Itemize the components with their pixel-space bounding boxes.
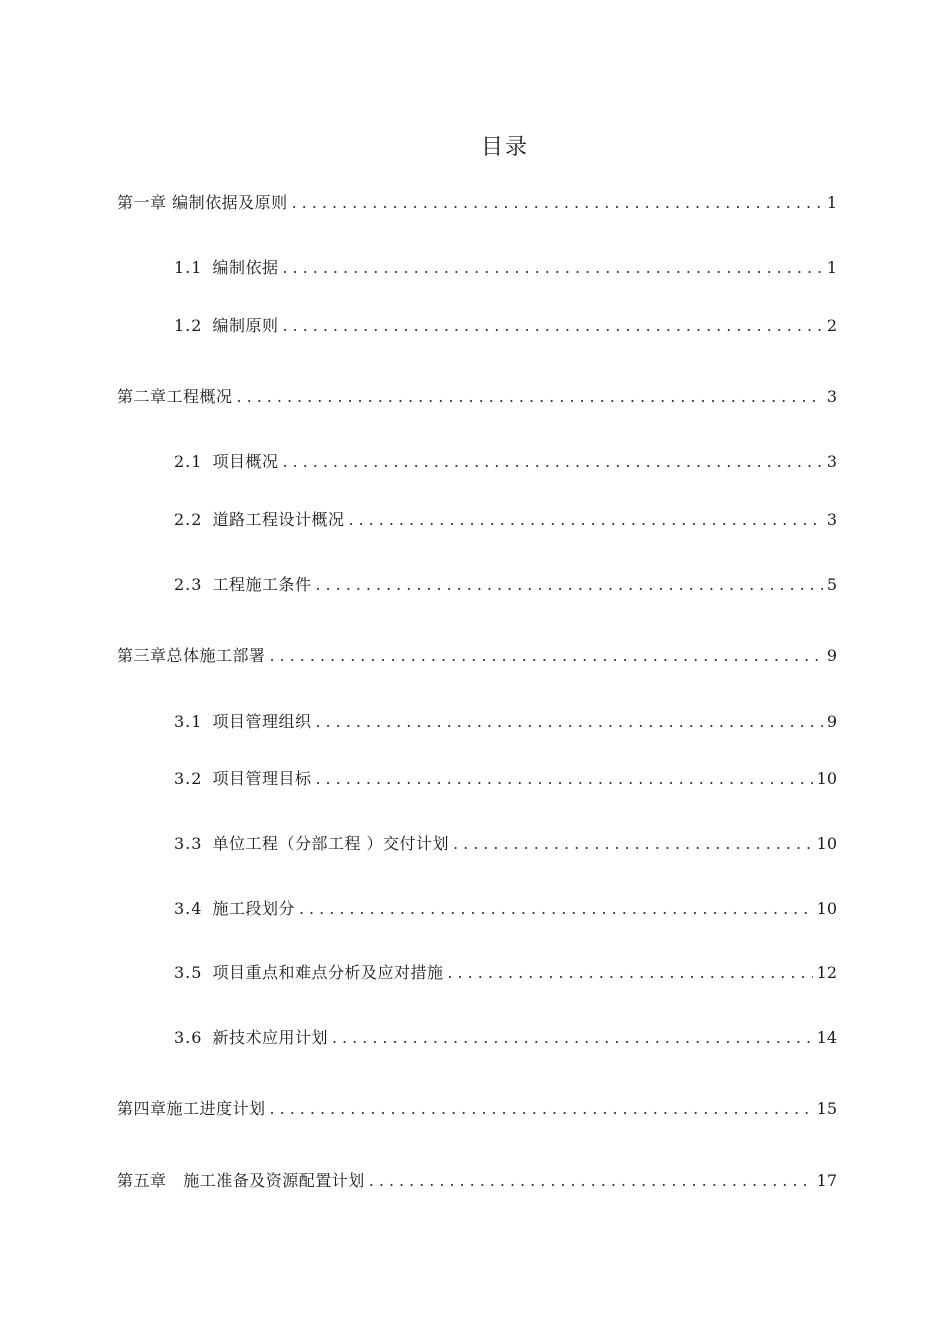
- toc-leader-dots: [348, 508, 822, 532]
- toc-entry-text: 第四章施工进度计划: [117, 1099, 266, 1118]
- toc-leader-dots: [237, 385, 823, 409]
- toc-entry-text: 单位工程（分部工程 ）交付计划: [212, 834, 450, 853]
- toc-page-number: 10: [816, 899, 837, 918]
- toc-entry-label: [174, 256, 278, 280]
- toc-entry-text: 第五章 施工准备及资源配置计划: [117, 1171, 365, 1190]
- toc-entry-text: 工程施工条件: [212, 575, 312, 594]
- toc-entry-chapter-2[interactable]: [117, 385, 837, 409]
- toc-entry-text: 项目管理目标: [212, 769, 312, 788]
- toc-leader-dots: [315, 767, 812, 791]
- toc-entry-label: [174, 1026, 328, 1050]
- toc-page-number: 3: [826, 510, 837, 529]
- toc-page-number: 12: [816, 963, 837, 982]
- toc-entry-text: 第一章 编制依据及原则: [117, 193, 288, 212]
- toc-entry-label: [174, 508, 344, 532]
- toc-title: 目录: [480, 135, 529, 160]
- toc-page-number: 9: [826, 646, 837, 665]
- toc-page-number: 9: [826, 712, 837, 731]
- toc-entry-text: 项目重点和难点分析及应对措施: [212, 963, 444, 982]
- toc-page-number: 15: [816, 1099, 837, 1118]
- toc-entry-section-2-1[interactable]: [174, 450, 837, 474]
- toc-entry-label: [174, 832, 449, 856]
- toc-entry-label: [174, 573, 311, 597]
- toc-entry-label: [174, 961, 443, 985]
- toc-section-number: 1.2: [174, 316, 203, 335]
- toc-leader-dots: [315, 710, 822, 734]
- toc-entry-text: 编制原则: [212, 316, 279, 335]
- toc-page-number: 1: [826, 193, 837, 212]
- toc-leader-dots: [447, 961, 812, 985]
- toc-entry-text: 道路工程设计概况: [212, 510, 345, 529]
- toc-entry-chapter-4[interactable]: [117, 1097, 837, 1121]
- toc-entry-section-2-2[interactable]: [174, 508, 837, 532]
- toc-entry-section-3-2[interactable]: [174, 767, 837, 791]
- toc-entry-chapter-5[interactable]: [117, 1169, 837, 1193]
- toc-entry-text: 项目管理组织: [212, 712, 312, 731]
- toc-entry-section-2-3[interactable]: [174, 573, 837, 597]
- toc-entry-text: 施工段划分: [212, 899, 295, 918]
- toc-page-number: 17: [816, 1171, 837, 1190]
- toc-leader-dots: [282, 256, 822, 280]
- toc-section-number: 2.2: [174, 510, 203, 529]
- toc-section-number: 2.3: [174, 575, 203, 594]
- toc-entry-section-3-3[interactable]: [174, 832, 837, 856]
- toc-entry-chapter-1[interactable]: [117, 191, 837, 215]
- toc-entry-section-3-1[interactable]: [174, 710, 837, 734]
- toc-page-number: 10: [816, 834, 837, 853]
- toc-entry-label: [174, 314, 278, 338]
- toc-entry-section-3-5[interactable]: [174, 961, 837, 985]
- toc-leader-dots: [299, 897, 813, 921]
- toc-entry-text: 第二章工程概况: [117, 387, 233, 406]
- toc-entry-section-3-6[interactable]: [174, 1026, 837, 1050]
- toc-entry-label: [174, 767, 311, 791]
- toc-entry-text: 第三章总体施工部署: [117, 646, 266, 665]
- toc-entry-section-1-1[interactable]: [174, 256, 837, 280]
- toc-entry-chapter-3[interactable]: [117, 644, 837, 668]
- toc-section-number: 1.1: [174, 258, 203, 277]
- toc-section-number: 2.1: [174, 452, 203, 471]
- toc-leader-dots: [315, 573, 822, 597]
- toc-leader-dots: [332, 1026, 813, 1050]
- toc-section-number: 3.6: [174, 1028, 203, 1047]
- toc-leader-dots: [282, 314, 822, 338]
- toc-section-number: 3.4: [174, 899, 203, 918]
- toc-leader-dots: [282, 450, 822, 474]
- toc-entry-label: [174, 450, 278, 474]
- toc-page-number: 5: [826, 575, 837, 594]
- toc-section-number: 3.1: [174, 712, 203, 731]
- toc-page-number: 10: [816, 769, 837, 788]
- toc-entry-label: [174, 710, 311, 734]
- toc-section-number: 3.2: [174, 769, 203, 788]
- toc-page-number: 2: [826, 316, 837, 335]
- toc-page-number: 3: [826, 387, 837, 406]
- toc-leader-dots: [369, 1169, 813, 1193]
- toc-entry-section-3-4[interactable]: [174, 897, 837, 921]
- toc-section-number: 3.5: [174, 963, 203, 982]
- toc-leader-dots: [453, 832, 813, 856]
- toc-page-number: 14: [816, 1028, 837, 1047]
- toc-section-number: 3.3: [174, 834, 203, 853]
- toc-entry-section-1-2[interactable]: [174, 314, 837, 338]
- toc-page-number: 3: [826, 452, 837, 471]
- toc-leader-dots: [270, 1097, 813, 1121]
- toc-leader-dots: [270, 644, 823, 668]
- toc-entry-text: 新技术应用计划: [212, 1028, 328, 1047]
- toc-page-number: 1: [826, 258, 837, 277]
- toc-leader-dots: [292, 191, 823, 215]
- toc-entry-label: [174, 897, 295, 921]
- toc-entry-text: 项目概况: [212, 452, 279, 471]
- toc-entry-text: 编制依据: [212, 258, 279, 277]
